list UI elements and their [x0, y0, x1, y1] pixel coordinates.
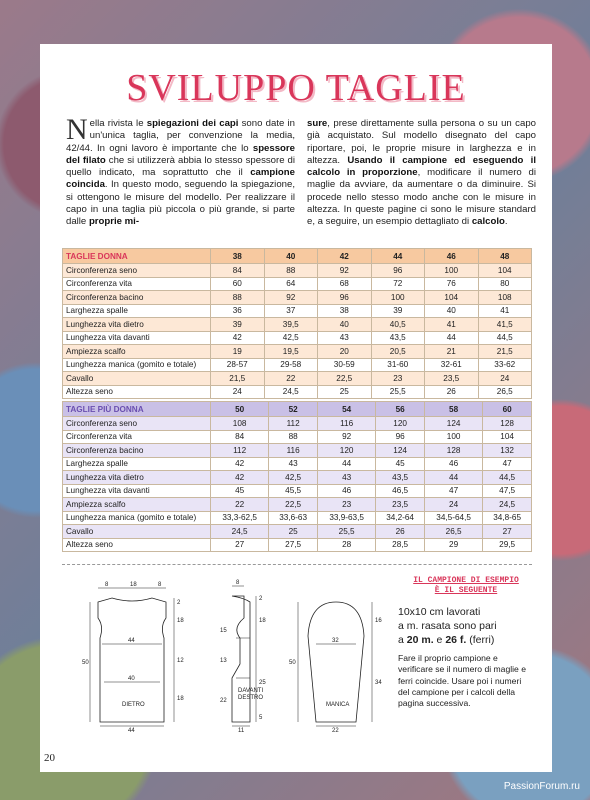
- table-cell: 33,6-63: [269, 511, 318, 525]
- table-cell: 45,5: [269, 484, 318, 498]
- table-row: [63, 264, 532, 278]
- sample-line: 10x10 cm lavorati: [398, 605, 481, 618]
- table-cell: 33,3-62,5: [211, 511, 269, 525]
- drop-cap: N: [66, 113, 88, 146]
- table-cell: 28,5: [376, 538, 425, 552]
- sample-text: e: [433, 634, 446, 647]
- intro-text-span: ella rivista le: [89, 118, 147, 129]
- table-cell: 84: [211, 430, 269, 444]
- table-cell: 112: [211, 444, 269, 458]
- dim-label: 8: [105, 582, 109, 588]
- table-cell: 47: [424, 484, 482, 498]
- table-row: [63, 525, 532, 539]
- table-cell: Ampiezza scalfo: [63, 345, 211, 359]
- table-cell: 31-60: [371, 358, 425, 372]
- table-cell: Circonferenza vita: [63, 430, 211, 444]
- table-header-cell: 60: [483, 402, 532, 417]
- table-cell: 120: [376, 417, 425, 431]
- table-cell: 104: [425, 291, 479, 305]
- dim-label: 32: [332, 638, 339, 644]
- table-cell: 23: [317, 498, 375, 512]
- table-cell: 24: [211, 385, 265, 399]
- table-cell: Lunghezza vita davanti: [63, 331, 211, 345]
- table-cell: 21: [425, 345, 479, 359]
- table-cell: 43,5: [371, 331, 425, 345]
- section-divider: [62, 564, 532, 565]
- size-table-piu-donna: [62, 401, 532, 552]
- table-cell: 45: [211, 484, 269, 498]
- dim-label: 44: [128, 728, 135, 734]
- table-cell: 21,5: [478, 345, 532, 359]
- intro-text-span: . In questo modo, seguendo la spiegazione, si ottengono le misure del modello. Per realizzare il capo in una taglia più piccola o più grande, si parte dalle: [66, 179, 295, 228]
- dim-label: 18: [259, 618, 266, 624]
- table-cell: 23: [371, 372, 425, 386]
- page-number: 20: [44, 752, 55, 764]
- table-cell: 34,8-65: [483, 511, 532, 525]
- table-cell: 39: [371, 304, 425, 318]
- table-cell: Circonferenza vita: [63, 277, 211, 291]
- table-cell: 120: [317, 444, 375, 458]
- table-cell: 76: [425, 277, 479, 291]
- table-cell: 21,5: [211, 372, 265, 386]
- table-cell: 116: [269, 444, 318, 458]
- table-cell: 92: [318, 264, 372, 278]
- table-cell: 43: [269, 457, 318, 471]
- sample-text: (ferri): [466, 634, 495, 647]
- table-cell: 40: [425, 304, 479, 318]
- table-cell: 30-59: [318, 358, 372, 372]
- intro-text-span: .: [504, 216, 508, 228]
- table-header-cell: 42: [318, 249, 372, 264]
- sample-text: a: [398, 634, 407, 647]
- table-cell: 33,9-63,5: [317, 511, 375, 525]
- table-header-cell: 44: [371, 249, 425, 264]
- table-cell: 128: [424, 444, 482, 458]
- table-cell: 27: [483, 525, 532, 539]
- table-cell: 19,5: [264, 345, 318, 359]
- table-cell: Larghezza spalle: [63, 457, 211, 471]
- table-cell: 44: [425, 331, 479, 345]
- table-cell: 88: [211, 291, 265, 305]
- table-header-cell: 50: [211, 402, 269, 417]
- table-cell: 43,5: [376, 471, 425, 485]
- table-cell: 96: [376, 430, 425, 444]
- dim-label: 50: [289, 660, 296, 666]
- table-header-row: [63, 402, 532, 417]
- front-piece-outline: [232, 596, 250, 722]
- dim-label: 13: [220, 658, 227, 664]
- dim-label: 8: [236, 580, 240, 586]
- pattern-diagrams: [60, 574, 390, 734]
- table-cell: 27,5: [269, 538, 318, 552]
- dim-label: 25: [259, 680, 266, 686]
- table-cell: 29,5: [483, 538, 532, 552]
- intro-bold-span: Usando il campione ed eseguendo il calcolo in proporzione: [307, 154, 536, 179]
- intro-bold-span: spessore del filato: [66, 142, 295, 166]
- table-header-cell: 40: [264, 249, 318, 264]
- table-cell: 25: [318, 385, 372, 399]
- table-cell: 24: [478, 372, 532, 386]
- table-header-cell: TAGLIE DONNA: [63, 249, 211, 264]
- intro-text-span: che si utilizzerà abbia lo stesso spessore di quello indicato, ma soprattutto che il: [66, 154, 296, 179]
- table-cell: Ampiezza scalfo: [63, 498, 211, 512]
- dim-label: 5: [259, 715, 263, 721]
- front-piece-label: DESTRO: [238, 695, 264, 701]
- table-cell: 44: [317, 457, 375, 471]
- table-cell: 92: [264, 291, 318, 305]
- table-row: [63, 417, 532, 431]
- table-cell: 88: [264, 264, 318, 278]
- table-cell: 108: [478, 291, 532, 305]
- sample-heading-line: È IL SEGUENTE: [434, 586, 498, 596]
- table-row: [63, 345, 532, 359]
- table-row: [63, 372, 532, 386]
- intro-text-span: , prese direttamente sulla persona o su un capo già acquistato. Sul modello disegnato del capo riportare, poi, le proprie misure in larghezza e in altezza.: [307, 118, 536, 166]
- table-cell: 46,5: [376, 484, 425, 498]
- intro-bold-span: sure: [307, 118, 328, 129]
- table-cell: 47,5: [483, 484, 532, 498]
- intro-bold-span: spiegazioni dei capi: [146, 118, 239, 129]
- table-cell: Lunghezza vita davanti: [63, 484, 211, 498]
- table-cell: 23,5: [376, 498, 425, 512]
- sample-rows: 26 f.: [445, 634, 467, 647]
- table-row: [63, 511, 532, 525]
- watermark: PassionForum.ru: [503, 781, 580, 792]
- table-cell: 33-62: [478, 358, 532, 372]
- table-cell: Cavallo: [63, 525, 211, 539]
- sleeve-label: MANICA: [326, 702, 350, 708]
- dim-label: 16: [375, 618, 382, 624]
- intro-bold-span: proprie mi-: [88, 216, 140, 228]
- table-row: [63, 444, 532, 458]
- table-cell: Cavallo: [63, 372, 211, 386]
- table-cell: 100: [425, 264, 479, 278]
- table-cell: 25,5: [371, 385, 425, 399]
- table-cell: 43: [317, 471, 375, 485]
- table-cell: 80: [478, 277, 532, 291]
- table-cell: 116: [317, 417, 375, 431]
- table-cell: 41: [425, 318, 479, 332]
- sample-line: a m. rasata sono pari: [398, 619, 497, 632]
- table-header-cell: 58: [424, 402, 482, 417]
- table-cell: 68: [318, 277, 372, 291]
- back-piece-label: DIETRO: [122, 702, 145, 708]
- dim-label: 34: [375, 680, 382, 686]
- table-cell: Circonferenza bacino: [63, 291, 211, 305]
- table-header-cell: 48: [478, 249, 532, 264]
- table-header-cell: 52: [269, 402, 318, 417]
- dim-label: 8: [158, 582, 162, 588]
- table-cell: Lunghezza vita dietro: [63, 318, 211, 332]
- table-cell: 19: [211, 345, 265, 359]
- table-cell: 37: [264, 304, 318, 318]
- dim-label: 11: [238, 728, 245, 734]
- dim-label: 40: [128, 676, 135, 682]
- intro-bold-span: campione coincida: [66, 167, 295, 191]
- sample-heading-line: IL CAMPIONE DI ESEMPIO: [413, 576, 519, 585]
- table-cell: 96: [318, 291, 372, 305]
- table-row: [63, 385, 532, 399]
- dim-label: 18: [130, 582, 137, 588]
- table-cell: 26,5: [424, 525, 482, 539]
- table-row: [63, 277, 532, 291]
- table-cell: 104: [478, 264, 532, 278]
- table-cell: 46: [317, 484, 375, 498]
- table-cell: 20: [318, 345, 372, 359]
- dim-label: 2: [259, 596, 263, 602]
- dim-label: 22: [332, 728, 339, 734]
- table-cell: Lunghezza manica (gomito e totale): [63, 511, 211, 525]
- table-cell: Lunghezza vita dietro: [63, 471, 211, 485]
- table-cell: 132: [483, 444, 532, 458]
- table-cell: 34,2-64: [376, 511, 425, 525]
- table-cell: 88: [269, 430, 318, 444]
- table-cell: 22: [211, 498, 269, 512]
- table-cell: Circonferenza seno: [63, 264, 211, 278]
- table-cell: 42: [211, 457, 269, 471]
- table-cell: 72: [371, 277, 425, 291]
- table-cell: 46: [424, 457, 482, 471]
- table-cell: 41: [478, 304, 532, 318]
- table-cell: 64: [264, 277, 318, 291]
- table-header-cell: TAGLIE PIÙ DONNA: [63, 402, 211, 417]
- table-cell: 24: [424, 498, 482, 512]
- intro-text-span: , modificare il numero di maglie da avviare, da aumentare o da diminuire. Si procede nello stesso modo anche con le misure in altezza. In queste pagine ci sono le misure standard e, a seguire, un esempio dettagliato di: [307, 167, 537, 228]
- table-cell: 26,5: [478, 385, 532, 399]
- table-cell: 124: [376, 444, 425, 458]
- table-row: [63, 358, 532, 372]
- table-cell: Altezza seno: [63, 538, 211, 552]
- table-cell: 42,5: [269, 471, 318, 485]
- front-piece-label: DAVANTI: [238, 688, 264, 694]
- table-cell: 44,5: [478, 331, 532, 345]
- table-cell: 23,5: [425, 372, 479, 386]
- table-cell: 44,5: [483, 471, 532, 485]
- table-row: [63, 318, 532, 332]
- table-cell: 26: [425, 385, 479, 399]
- table-cell: 34,5-64,5: [424, 511, 482, 525]
- table-header-cell: 56: [376, 402, 425, 417]
- table-cell: 96: [371, 264, 425, 278]
- table-header-cell: 54: [317, 402, 375, 417]
- sample-line: [398, 633, 534, 647]
- table-cell: Circonferenza bacino: [63, 444, 211, 458]
- table-cell: 25,5: [317, 525, 375, 539]
- table-cell: 29: [424, 538, 482, 552]
- table-cell: 22: [264, 372, 318, 386]
- table-cell: 25: [269, 525, 318, 539]
- table-cell: 39: [211, 318, 265, 332]
- table-cell: 22,5: [269, 498, 318, 512]
- table-cell: 41,5: [478, 318, 532, 332]
- intro-bold-span: calcolo: [471, 216, 505, 228]
- dim-label: 22: [220, 698, 227, 704]
- table-cell: 28-57: [211, 358, 265, 372]
- table-cell: 29-58: [264, 358, 318, 372]
- table-cell: Larghezza spalle: [63, 304, 211, 318]
- table-cell: 40,5: [371, 318, 425, 332]
- table-row: [63, 457, 532, 471]
- table-cell: 47: [483, 457, 532, 471]
- table-header-row: [63, 249, 532, 264]
- table-cell: 42: [211, 471, 269, 485]
- table-cell: 26: [376, 525, 425, 539]
- table-cell: 45: [376, 457, 425, 471]
- table-cell: 108: [211, 417, 269, 431]
- table-row: [63, 304, 532, 318]
- sample-stitches: 20 m.: [406, 634, 434, 647]
- table-cell: 40: [318, 318, 372, 332]
- page-title: SVILUPPO TAGLIE: [126, 67, 466, 109]
- table-cell: 22,5: [318, 372, 372, 386]
- table-header-cell: 38: [211, 249, 265, 264]
- table-cell: 43: [318, 331, 372, 345]
- dim-label: 50: [82, 660, 89, 666]
- table-cell: 44: [424, 471, 482, 485]
- dim-label: 15: [220, 628, 227, 634]
- table-header-cell: 46: [425, 249, 479, 264]
- dim-label: 12: [177, 658, 184, 664]
- table-row: [63, 430, 532, 444]
- table-cell: 20,5: [371, 345, 425, 359]
- table-cell: 112: [269, 417, 318, 431]
- intro-text-span: sono date in un'unica taglia, per convenzione la media, 42/44. In ogni lavoro è importante che lo: [66, 118, 295, 154]
- table-cell: Lunghezza manica (gomito e totale): [63, 358, 211, 372]
- table-cell: 100: [424, 430, 482, 444]
- table-cell: 42: [211, 331, 265, 345]
- table-cell: 38: [318, 304, 372, 318]
- table-cell: 100: [371, 291, 425, 305]
- table-cell: 42,5: [264, 331, 318, 345]
- table-row: [63, 291, 532, 305]
- table-cell: 124: [424, 417, 482, 431]
- table-cell: Altezza seno: [63, 385, 211, 399]
- dim-label: 2: [177, 600, 181, 606]
- size-table-donna: [62, 248, 532, 399]
- table-row: [63, 484, 532, 498]
- table-cell: 27: [211, 538, 269, 552]
- table-row: [63, 538, 532, 552]
- magazine-page: [40, 44, 552, 772]
- table-cell: Circonferenza seno: [63, 417, 211, 431]
- table-row: [63, 331, 532, 345]
- table-cell: 92: [317, 430, 375, 444]
- dim-label: 44: [128, 638, 135, 644]
- table-cell: 104: [483, 430, 532, 444]
- sample-gauge: [398, 605, 534, 648]
- table-cell: 24,5: [264, 385, 318, 399]
- table-cell: 36: [211, 304, 265, 318]
- table-row: [63, 498, 532, 512]
- dim-label: 18: [177, 696, 184, 702]
- table-cell: 24,5: [211, 525, 269, 539]
- table-cell: 60: [211, 277, 265, 291]
- sample-heading: [398, 576, 534, 597]
- table-row: [63, 471, 532, 485]
- table-cell: 84: [211, 264, 265, 278]
- sample-box: [398, 576, 534, 709]
- sample-note: Fare il proprio campione e verificare se il numero di maglie e ferri coincide. Usare poi i numeri del campione per i calcoli della pagina successiva.: [398, 653, 527, 708]
- table-cell: 28: [317, 538, 375, 552]
- table-cell: 32-61: [425, 358, 479, 372]
- table-cell: 128: [483, 417, 532, 431]
- dim-label: 18: [177, 618, 184, 624]
- table-cell: 39,5: [264, 318, 318, 332]
- table-cell: 24,5: [483, 498, 532, 512]
